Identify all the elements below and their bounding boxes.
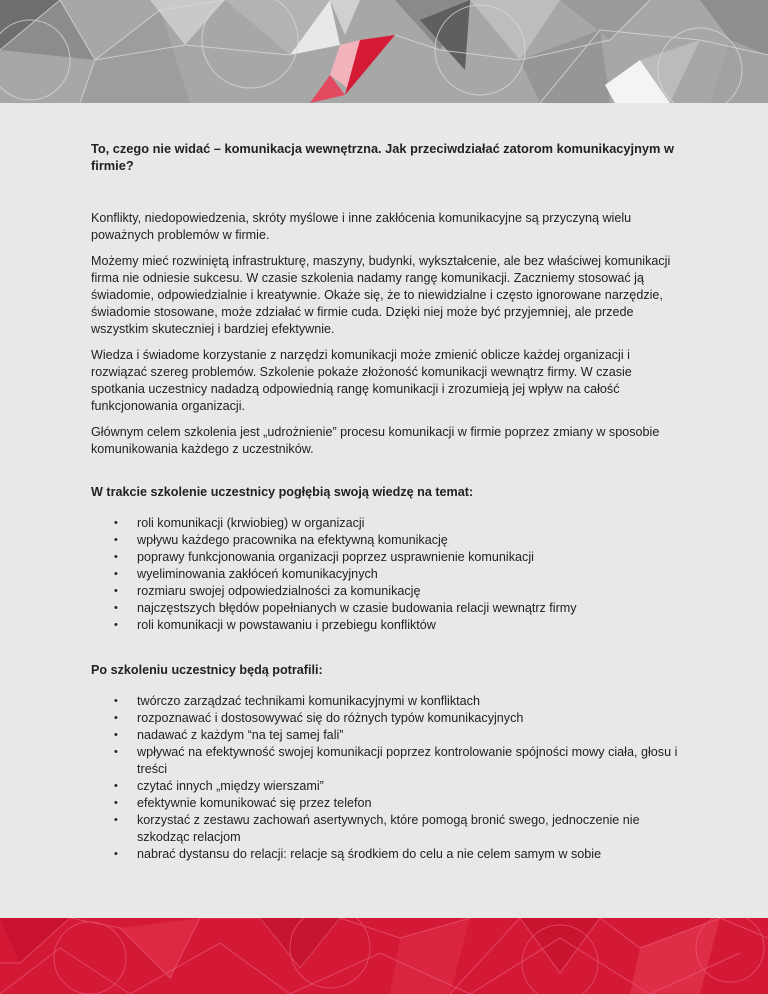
bullet-icon: • [114, 848, 118, 860]
list-item: • wpływać na efektywność swojej komunikacji poprzez kontrolowanie spójności mowy ciała, głosu i treści [114, 745, 678, 776]
list-item: • wyeliminowania zakłóceń komunikacyjnych [114, 567, 378, 581]
bullet-icon: • [114, 585, 118, 597]
bullet-icon: • [114, 602, 118, 614]
list-item: • korzystać z zestawu zachowań asertywnych, które pomogą bronić swego, jednoczenie nie szkodząc relacjom [114, 813, 640, 844]
list-item: • rozmiaru swojej odpowiedzialności za komunikację [114, 584, 421, 598]
skills-list [91, 693, 681, 863]
list-item: • roli komunikacji w powstawaniu i przebiegu konfliktów [114, 618, 436, 632]
paragraph-intro: Konflikty, niedopowiedzenia, skróty myślowe i inne zakłócenia komunikacyjne są przyczyną wielu poważnych problemów w firmie. [91, 211, 632, 242]
bullet-icon: • [114, 712, 118, 724]
list-item: • rozpoznawać i dostosowywać się do różnych typów komunikacyjnych [114, 711, 524, 725]
bullet-icon: • [114, 780, 118, 792]
footer-banner [0, 918, 768, 994]
bullet-icon: • [114, 797, 118, 809]
bullet-icon: • [114, 517, 118, 529]
bullet-icon: • [114, 619, 118, 631]
paragraph-infrastructure: Możemy mieć rozwiniętą infrastrukturę, maszyny, budynki, wykształcenie, ale bez właściwej komunikacji firma nie odniesie sukcesu. W czasie szkolenia nadamy rangę komunikacji. Zaczniemy stosować ją świadomie, odpowiedzialnie i kreatywnie. Okaże się, że to niewidzialne i często ignorowane narzędzie, świadomie stosowane, może zdziałać w firmie cuda. Dzięki niej może być przyjemniej, ale przede wszystkim skuteczniej i bardziej efektywnie. [91, 254, 671, 336]
bullet-icon: • [114, 551, 118, 563]
list-item: • poprawy funkcjonowania organizacji poprzez usprawnienie komunikacji [114, 550, 534, 564]
list-item: • roli komunikacji (krwiobieg) w organizacji [114, 516, 365, 530]
bullet-icon: • [114, 746, 118, 758]
bullet-icon: • [114, 814, 118, 826]
list-item: • czytać innych „między wierszami” [114, 779, 324, 793]
header-banner [0, 0, 768, 103]
list-item: • najczęstszych błędów popełnianych w czasie budowania relacji wewnątrz firmy [114, 601, 577, 615]
bullet-icon: • [114, 534, 118, 546]
list-item: • nabrać dystansu do relacji: relacje są środkiem do celu a nie celem samym w sobie [114, 847, 602, 861]
bullet-icon: • [114, 695, 118, 707]
section-heading-knowledge: W trakcie szkolenie uczestnicy pogłębią swoją wiedzę na temat: [91, 485, 474, 499]
list-item: • nadawać z każdym “na tej samej fali” [114, 728, 344, 742]
knowledge-list [91, 515, 681, 634]
paragraph-knowledge: Wiedza i świadome korzystanie z narzędzi komunikacji może zmienić oblicze każdej organizacji i rozwiązać szereg problemów. Szkolenie pokaże złożoność komunikacji wewnątrz firmy. W czasie spotkania uczestnicy nadadzą odpowiednią rangę komunikacji i zrozumieją jej wpływ na całość funkcjonowania organizacji. [91, 348, 632, 413]
document-title: To, czego nie widać – komunikacja wewnętrzna. Jak przeciwdziałać zatorom komunikacyjnym w firmie? [91, 141, 674, 173]
document-body [91, 140, 681, 863]
bullet-icon: • [114, 568, 118, 580]
list-item: • twórczo zarządzać technikami komunikacyjnymi w konfliktach [114, 694, 480, 708]
list-item: • wpływu każdego pracownika na efektywną komunikację [114, 533, 448, 547]
paragraph-goal: Głównym celem szkolenia jest „udrożnienie” procesu komunikacji w firmie poprzez zmiany w sposobie komunikowania każdego z uczestników. [91, 425, 660, 456]
bullet-icon: • [114, 729, 118, 741]
header-geometric-pattern [0, 0, 768, 103]
section-heading-skills: Po szkoleniu uczestnicy będą potrafili: [91, 663, 323, 677]
footer-geometric-pattern [0, 918, 768, 994]
list-item: • efektywnie komunikować się przez telefon [114, 796, 372, 810]
